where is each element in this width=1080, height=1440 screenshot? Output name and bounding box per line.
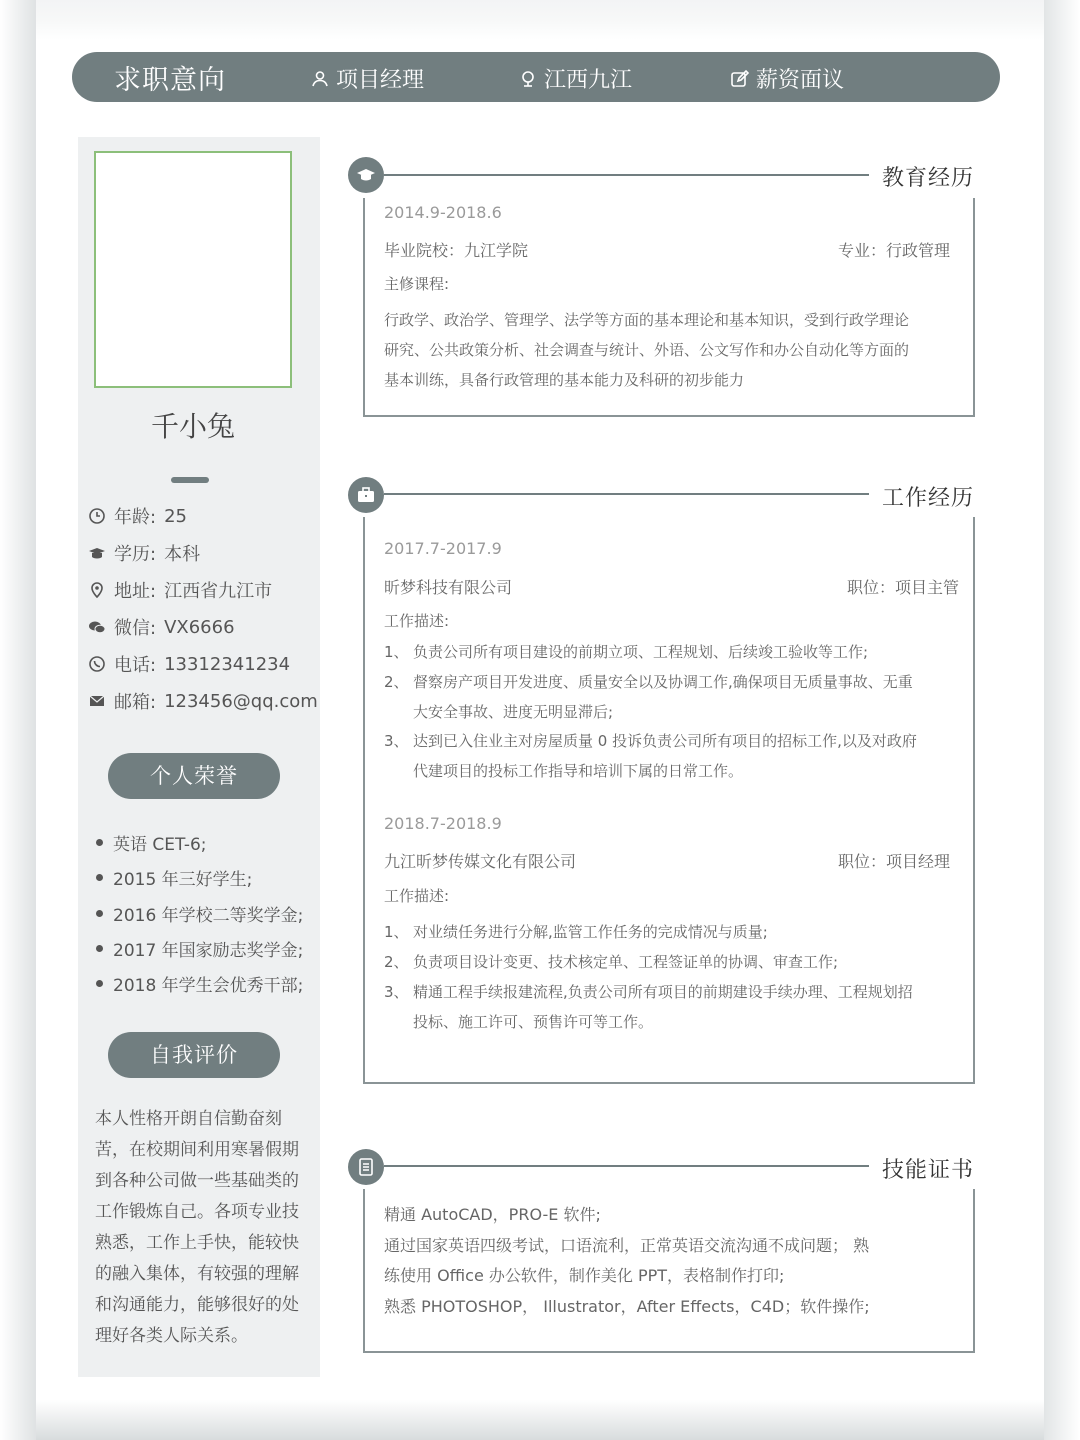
education-section-icon [348, 157, 384, 193]
certificate-icon [356, 1157, 376, 1177]
address-label: 地址: [114, 581, 157, 602]
info-age [88, 503, 187, 529]
clock-icon [88, 507, 106, 525]
self-eval-text [95, 1104, 310, 1352]
user-icon [310, 69, 330, 89]
photo-placeholder [94, 151, 292, 388]
honor-item [96, 936, 303, 961]
education-major: 专业：行政管理 [838, 241, 951, 260]
age-label: 年龄: [114, 507, 157, 528]
self-eval-line: 工作锻炼自己。各项专业技 [95, 1202, 299, 1222]
education-title: 教育经历 [882, 166, 975, 191]
education-value: 本科 [164, 544, 201, 565]
intended-position [310, 63, 424, 94]
skills-section-icon [348, 1149, 384, 1185]
position-text: 项目经理 [336, 68, 425, 93]
location-text: 江西九江 [544, 68, 633, 93]
self-eval-line: 苦，在校期间利用寒暑假期 [95, 1140, 299, 1160]
intended-location [518, 63, 632, 94]
honor-text: 英语 CET-6; [113, 835, 207, 855]
duty-line: 督察房产项目开发进度、质量安全以及协调工作,确保项目无质量事故、无重 [413, 673, 913, 691]
phone-label: 电话: [114, 655, 157, 676]
edit-icon [730, 69, 750, 89]
honor-item [96, 865, 252, 890]
honor-text: 2016 年学校二等奖学金; [113, 906, 304, 926]
job-date: 2018.7-2018.9 [384, 814, 502, 833]
wechat-value: VX6666 [164, 616, 235, 638]
background-edge-left [0, 0, 36, 1440]
education-date: 2014.9-2018.6 [384, 203, 502, 222]
duty-line: 大安全事故、进度无明显滞后; [413, 703, 614, 721]
duty-line: 达到已入住业主对房屋质量 0 投诉负责公司所有项目的招标工作,以及对政府 [413, 732, 917, 750]
background-edge-right [1044, 0, 1080, 1440]
skills-title-line [384, 1165, 869, 1167]
courses-label: 主修课程: [384, 275, 450, 293]
bullet-icon [96, 945, 103, 952]
email-value: 123456@qq.com [164, 690, 318, 712]
courses-line: 基本训练，具备行政管理的基本能力及科研的初步能力 [384, 371, 745, 389]
work-section-icon [348, 477, 384, 513]
skill-line: 通过国家英语四级考试，口语流利，正常英语交流沟通不成问题； 熟 [384, 1236, 870, 1255]
honor-item [96, 901, 303, 926]
wechat-label: 微信: [114, 618, 157, 639]
info-address [88, 577, 272, 603]
education-label: 学历: [114, 544, 157, 565]
duty-number: 3、 [384, 983, 409, 1001]
expected-salary [730, 63, 844, 94]
honors-heading: 个人荣誉 [108, 753, 280, 799]
duty-line: 代建项目的投标工作指导和培训下属的日常工作。 [413, 762, 744, 780]
duty-line: 精通工程手续报建流程,负责公司所有项目的前期建设手续办理、工程规划招 [413, 983, 913, 1001]
phone-value: 13312341234 [164, 653, 291, 675]
skill-line: 熟悉 PHOTOSHOP， Illustrator，After Effects，C4D；软件操作; [384, 1297, 870, 1316]
courses-line: 行政学、政治学、管理学、法学等方面的基本理论和基本知识，受到行政学理论 [384, 311, 910, 329]
salary-text: 薪资面议 [756, 68, 845, 93]
bullet-icon [96, 910, 103, 917]
graduation-cap-icon [88, 544, 106, 562]
bullet-icon [96, 980, 103, 987]
honor-text: 2015 年三好学生; [113, 870, 253, 890]
courses-text [384, 305, 909, 395]
honor-text: 2018 年学生会优秀干部; [113, 976, 304, 996]
job-desc-label: 工作描述: [384, 887, 450, 905]
phone-icon [88, 655, 106, 673]
self-eval-heading: 自我评价 [108, 1032, 280, 1078]
self-eval-line: 熟悉，工作上手快，能较快 [95, 1233, 299, 1253]
job-intention-title: 求职意向 [114, 65, 226, 96]
duty-line: 负责公司所有项目建设的前期立项、工程规划、后续竣工验收等工作; [413, 643, 869, 661]
job-desc-label: 工作描述: [384, 612, 450, 630]
bullet-icon [96, 839, 103, 846]
skill-line: 练使用 Office 办公软件，制作美化 PPT，表格制作打印; [384, 1266, 785, 1285]
self-eval-line: 的融入集体，有较强的理解 [95, 1264, 299, 1284]
duty-line: 负责项目设计变更、技术核定单、工程签证单的协调、审查工作; [413, 953, 839, 971]
address-value: 江西省九江市 [164, 581, 273, 602]
honor-item [96, 830, 207, 855]
location-pin-icon [518, 69, 538, 89]
info-phone [88, 651, 290, 677]
work-title-line [384, 493, 869, 495]
info-education [88, 540, 200, 566]
work-title: 工作经历 [882, 486, 975, 511]
duty-line: 投标、施工许可、预售许可等工作。 [413, 1013, 654, 1031]
briefcase-icon [356, 485, 376, 505]
skill-line: 精通 AutoCAD，PRO-E 软件; [384, 1205, 601, 1224]
info-wechat [88, 614, 235, 640]
job-role: 职位：项目经理 [838, 852, 951, 871]
name-divider [171, 477, 209, 483]
duty-number: 2、 [384, 673, 409, 691]
envelope-icon [88, 692, 106, 710]
honor-item [96, 971, 303, 996]
info-email [88, 688, 318, 714]
self-eval-line: 本人性格开朗自信勤奋刻 [95, 1109, 282, 1129]
job-date: 2017.7-2017.9 [384, 539, 502, 558]
location-pin-icon [88, 581, 106, 599]
age-value: 25 [164, 505, 187, 527]
duty-line: 对业绩任务进行分解,监管工作任务的完成情况与质量; [413, 923, 768, 941]
job-company: 昕梦科技有限公司 [384, 578, 513, 597]
duty-number: 1、 [384, 923, 409, 941]
skills-title: 技能证书 [882, 1158, 975, 1183]
self-eval-line: 到各种公司做一些基础类的 [95, 1171, 299, 1191]
duty-number: 3、 [384, 732, 409, 750]
job-role: 职位：项目主管 [847, 578, 960, 597]
self-eval-line: 和沟通能力，能够很好的处 [95, 1295, 299, 1315]
wechat-icon [88, 618, 106, 636]
duty-number: 2、 [384, 953, 409, 971]
email-label: 邮箱: [114, 692, 157, 713]
honor-text: 2017 年国家励志奖学金; [113, 941, 304, 961]
graduation-cap-icon [356, 165, 376, 185]
candidate-name: 千小兔 [150, 410, 235, 443]
self-eval-line: 理好各类人际关系。 [95, 1326, 248, 1346]
education-school: 毕业院校：九江学院 [384, 241, 529, 260]
courses-line: 研究、公共政策分析、社会调查与统计、外语、公文写作和办公自动化等方面的 [384, 341, 910, 359]
bullet-icon [96, 874, 103, 881]
duty-number: 1、 [384, 643, 409, 661]
education-title-line [384, 174, 869, 176]
job-company: 九江昕梦传媒文化有限公司 [384, 852, 577, 871]
job-intention-bar [72, 52, 1000, 102]
